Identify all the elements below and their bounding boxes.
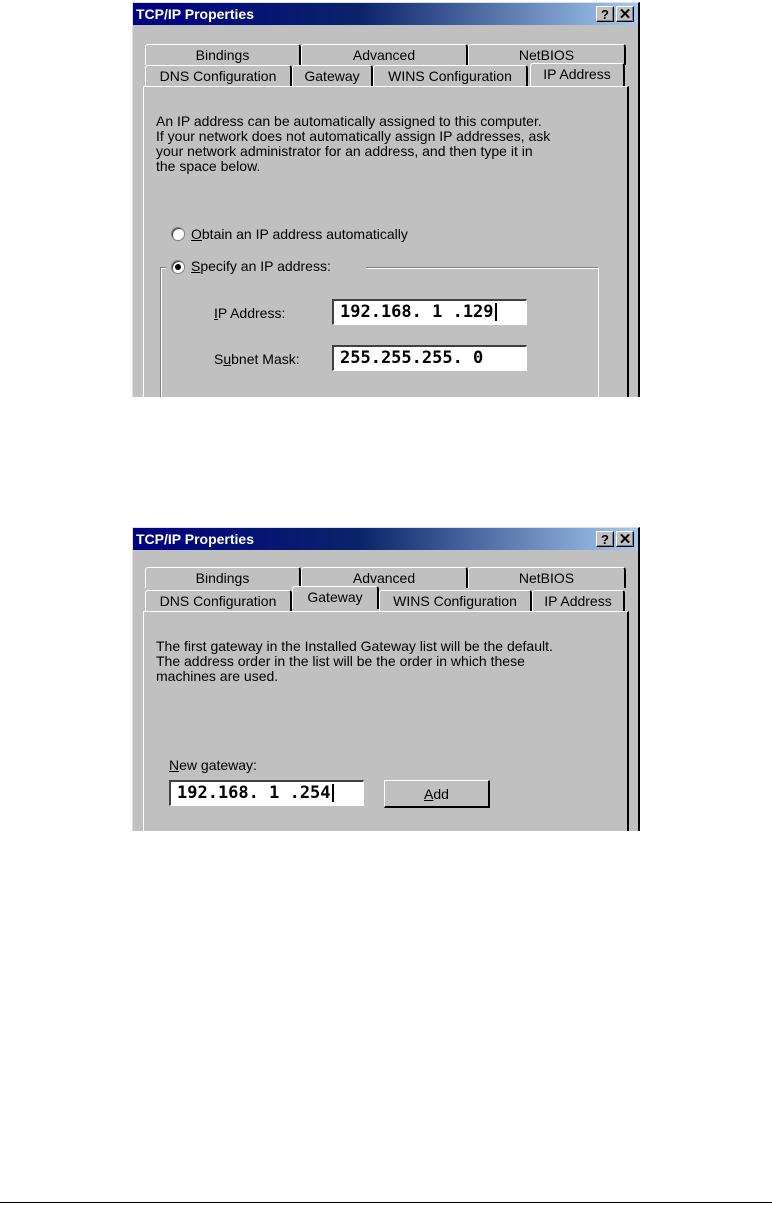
radio-obtain-text: btain an IP address automatically: [201, 226, 408, 242]
ip-address-panel: [143, 86, 629, 397]
tab-gateway[interactable]: Gateway: [292, 586, 379, 609]
tcpip-properties-dialog-ip: [132, 2, 640, 397]
close-button[interactable]: ✕: [616, 6, 634, 22]
tab-dns-configuration[interactable]: DNS Configuration: [145, 590, 292, 611]
tab-wins-configuration[interactable]: WINS Configuration: [379, 590, 532, 611]
description-line: The first gateway in the Installed Gateway list will be the default.: [156, 638, 553, 654]
tab-gateway[interactable]: Gateway: [292, 65, 373, 86]
subnet-mask-field[interactable]: [332, 345, 527, 371]
radio-specify-ip[interactable]: [171, 260, 185, 274]
page-footer-rule: [0, 1202, 772, 1203]
window-title: TCP/IP Properties: [136, 531, 255, 547]
tab-wins-configuration[interactable]: WINS Configuration: [373, 65, 528, 86]
tab-bindings[interactable]: Bindings: [145, 44, 301, 65]
mnemonic-letter: N: [169, 757, 180, 773]
subnet-text-b: bnet Mask:: [231, 351, 300, 367]
tab-ip-address[interactable]: IP Address: [532, 590, 625, 611]
radio-specify-text: pecify an IP address:: [200, 258, 331, 274]
description-text: [156, 639, 631, 684]
tcpip-properties-dialog-gateway: [132, 527, 640, 831]
title-bar[interactable]: [133, 528, 638, 550]
tab-netbios[interactable]: NetBIOS: [468, 44, 626, 65]
mnemonic-letter: A: [424, 786, 434, 802]
ip-label-text: P Address:: [217, 305, 286, 321]
description-line: The address order in the list will be the order in which these: [156, 653, 525, 669]
add-button[interactable]: [384, 780, 490, 808]
window-title: TCP/IP Properties: [136, 6, 255, 22]
description-line: your network administrator for an address, and then type it in: [156, 143, 533, 159]
add-button-text: dd: [433, 786, 449, 802]
ip-address-field[interactable]: [332, 299, 527, 325]
subnet-text-a: S: [214, 351, 224, 367]
new-gateway-label: [169, 757, 257, 773]
tab-advanced[interactable]: Advanced: [301, 567, 468, 588]
tab-netbios[interactable]: NetBIOS: [468, 567, 626, 588]
description-line: An IP address can be automatically assigned to this computer.: [156, 113, 542, 129]
mnemonic-letter: S: [191, 258, 201, 274]
ip-address-value: 192.168. 1 .129: [340, 302, 494, 322]
new-gateway-text: ew gateway:: [179, 757, 257, 773]
specify-ip-groupbox: [160, 267, 599, 397]
ip-address-label: [214, 305, 285, 321]
subnet-mask-label: [214, 351, 300, 367]
tab-ip-address[interactable]: IP Address: [530, 63, 625, 86]
description-line: machines are used.: [156, 668, 279, 684]
mnemonic-letter: I: [214, 305, 218, 321]
mnemonic-letter: u: [223, 351, 232, 367]
description-line: the space below.: [156, 158, 261, 174]
radio-specify-label[interactable]: [191, 258, 331, 274]
mnemonic-letter: O: [191, 226, 202, 242]
tab-dns-configuration[interactable]: DNS Configuration: [145, 65, 292, 86]
tab-bindings[interactable]: Bindings: [145, 567, 301, 588]
gateway-panel: [143, 611, 629, 831]
close-button[interactable]: ✕: [616, 531, 634, 547]
description-line: If your network does not automatically assign IP addresses, ask: [156, 128, 551, 144]
help-button[interactable]: ?: [596, 6, 614, 22]
text-caret: [495, 303, 497, 321]
new-gateway-field[interactable]: [169, 780, 364, 806]
radio-obtain-automatically[interactable]: [171, 227, 185, 241]
radio-selected-dot: [175, 264, 181, 270]
help-button[interactable]: ?: [596, 531, 614, 547]
gateway-value: 192.168. 1 .254: [177, 783, 331, 803]
radio-obtain-label[interactable]: [191, 226, 408, 242]
tab-advanced[interactable]: Advanced: [301, 44, 468, 65]
subnet-mask-value: 255.255.255. 0: [340, 348, 484, 368]
title-bar[interactable]: [133, 3, 638, 25]
description-text: [156, 114, 626, 174]
text-caret: [332, 784, 334, 802]
